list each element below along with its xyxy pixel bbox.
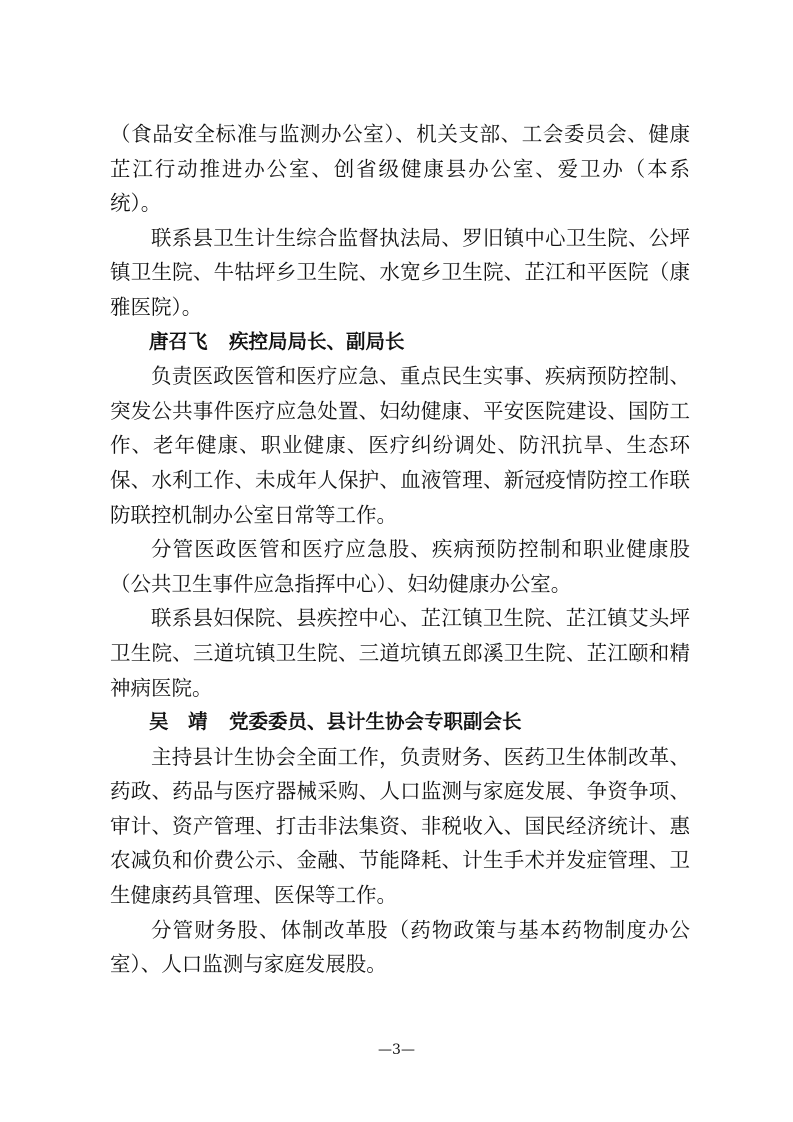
leader-heading-tang — [110, 325, 690, 360]
page-number: —3— — [378, 1042, 415, 1058]
paragraph-responsibilities-wu: 主持县计生协会全面工作，负责财务、医药卫生体制改革、药政、药品与医疗器械采购、人口监测与家庭发展、争资争项、审计、资产管理、打击非法集资、非税收入、国民经济统计、惠农减负和价费公示、金融、节能降耗、计生手术并发症管理、卫生健康药具管理、医保等工作。 — [110, 744, 690, 908]
paragraph-supervision-wu: 分管财务股、体制改革股（药物政策与基本药物制度办公室）、人口监测与家庭发展股。 — [110, 917, 690, 977]
paragraph-contact-units-1: 联系县卫生计生综合监督执法局、罗旧镇中心卫生院、公坪镇卫生院、牛牯坪乡卫生院、水宽乡卫生院、芷江和平医院（康雅医院）。 — [110, 225, 690, 319]
paragraph-contact-units-tang: 联系县妇保院、县疾控中心、芷江镇卫生院、芷江镇艾头坪卫生院、三道坑镇卫生院、三道坑镇五郎溪卫生院、芷江颐和精神病医院。 — [110, 606, 690, 700]
leader-name: 吴 靖 — [149, 710, 208, 734]
paragraph-responsibilities-tang: 负责医政医管和医疗应急、重点民生实事、疾病预防控制、突发公共事件医疗应急处置、妇幼健康、平安医院建设、国防工作、老年健康、职业健康、医疗纠纷调处、防汛抗旱、生态环保、水利工作、未成年人保护、血液管理、新冠疫情防控工作联防联控机制办公室日常等工作。 — [110, 364, 690, 527]
leader-heading-wu — [110, 705, 690, 740]
leader-title: 党委委员、县计生协会专职副会长 — [228, 710, 522, 734]
paragraph-supervision-tang: 分管医政医管和医疗应急股、疾病预防控制和职业健康股（公共卫生事件应急指挥中心）、妇幼健康办公室。 — [110, 537, 690, 596]
leader-name: 唐召飞 — [149, 329, 208, 353]
paragraph-office-list: （食品安全标准与监测办公室）、机关支部、工会委员会、健康芷江行动推进办公室、创省级健康县办公室、爱卫办（本系统）。 — [110, 122, 690, 216]
document-body — [110, 117, 690, 982]
leader-title: 疾控局局长、副局长 — [228, 329, 405, 353]
